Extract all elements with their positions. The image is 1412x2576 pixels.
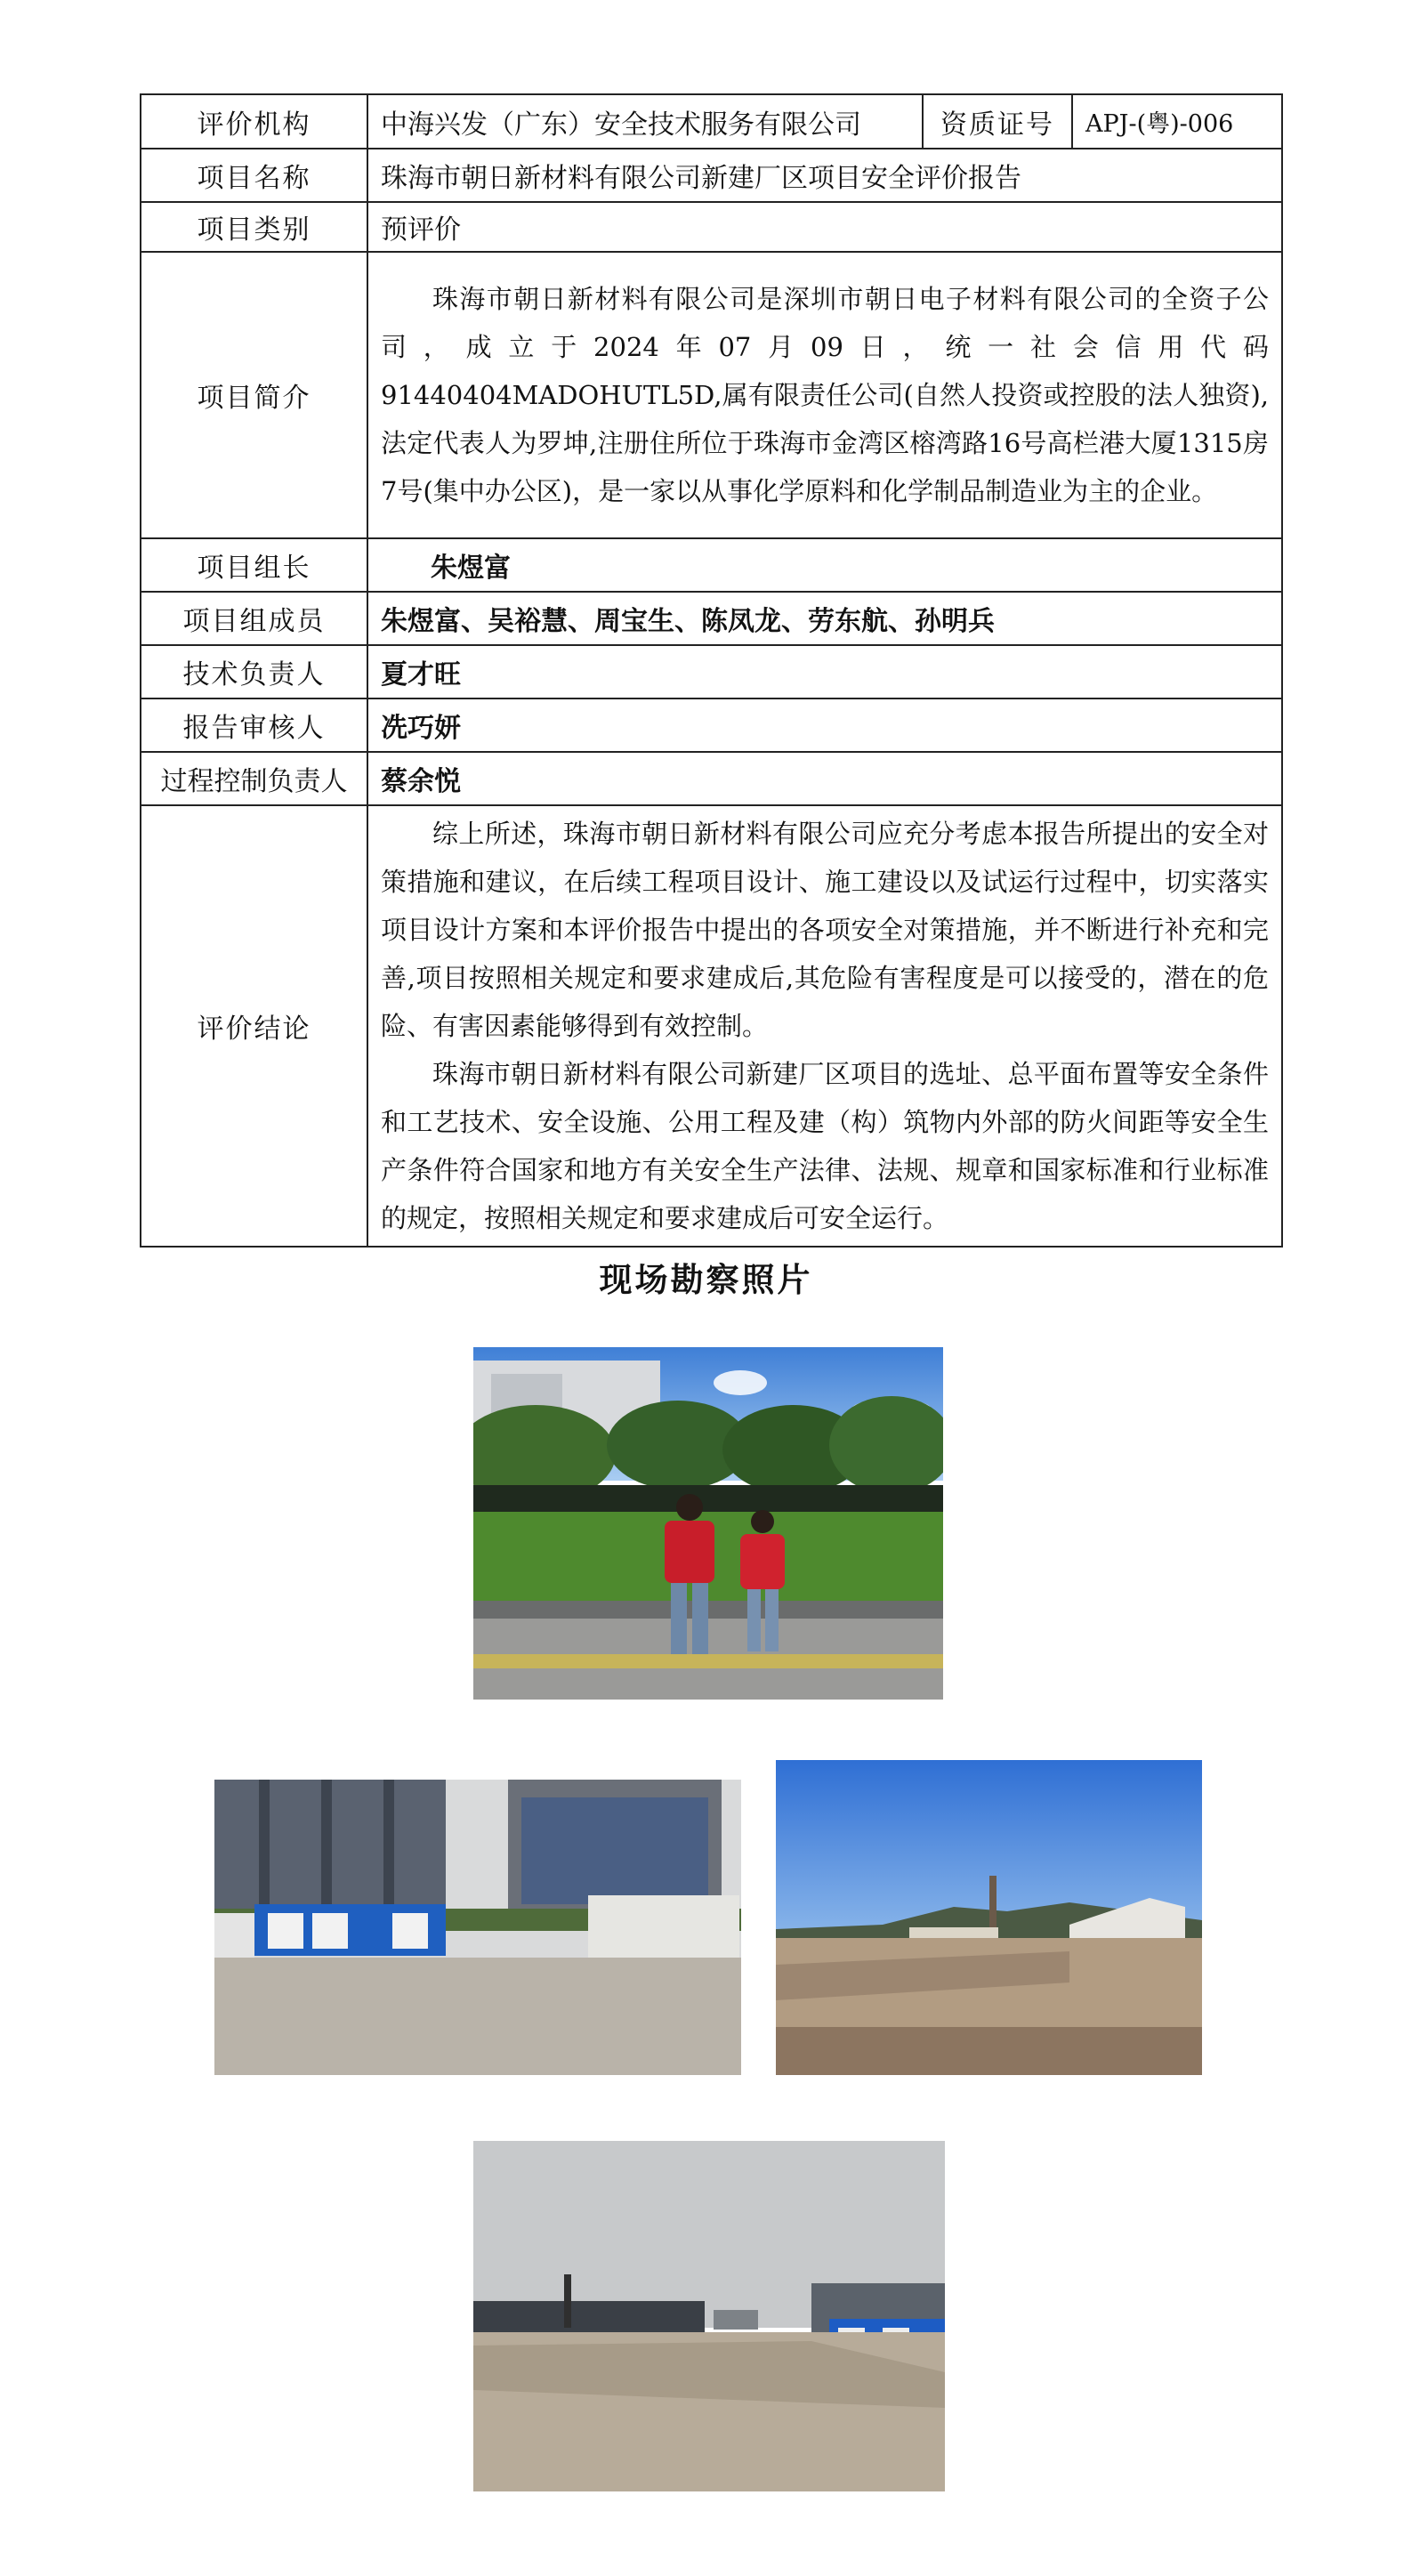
intro-cell bbox=[367, 252, 1282, 538]
intro-paragraph: 珠海市朝日新材料有限公司是深圳市朝日电子材料有限公司的全资子公司，成立于2024年07月09日，统一社会信用代码91440404MADOHUTL5D,属有限责任公司(自然人投资或控股的法人独资),法定代表人为罗坤,注册住所位于珠海市金湾区榕湾路16号高栏港大厦1315房7号(集中办公区)，是一家以从事化学原料和化学制品制造业为主的企业。 bbox=[381, 284, 1269, 506]
row-intro bbox=[141, 252, 1282, 538]
type-value: 预评价 bbox=[367, 202, 1282, 252]
row-conclusion bbox=[141, 805, 1282, 1247]
org-label: 评价机构 bbox=[141, 94, 367, 149]
leader-value: 朱煜富 bbox=[367, 538, 1282, 592]
row-reviewer bbox=[141, 699, 1282, 752]
intro-label: 项目简介 bbox=[141, 252, 367, 538]
cert-label: 资质证号 bbox=[923, 94, 1072, 149]
row-type bbox=[141, 202, 1282, 252]
site-photo-yard bbox=[473, 2141, 945, 2491]
project-info-table bbox=[140, 93, 1283, 1248]
reviewer-value: 冼巧妍 bbox=[367, 699, 1282, 752]
reviewer-label: 报告审核人 bbox=[141, 699, 367, 752]
process-label: 过程控制负责人 bbox=[141, 752, 367, 805]
leader-label: 项目组长 bbox=[141, 538, 367, 592]
members-label: 项目组成员 bbox=[141, 592, 367, 645]
row-org bbox=[141, 94, 1282, 149]
row-name bbox=[141, 149, 1282, 202]
members-value: 朱煜富、吴裕慧、周宝生、陈凤龙、劳东航、孙明兵 bbox=[367, 592, 1282, 645]
type-label: 项目类别 bbox=[141, 202, 367, 252]
tech-label: 技术负责人 bbox=[141, 645, 367, 699]
site-photo-entrance bbox=[214, 1780, 741, 2075]
photos-title: 现场勘察照片 bbox=[599, 1261, 813, 1299]
row-members bbox=[141, 592, 1282, 645]
name-value: 珠海市朝日新材料有限公司新建厂区项目安全评价报告 bbox=[367, 149, 1282, 202]
conclusion-paragraph-1: 综上所述，珠海市朝日新材料有限公司应充分考虑本报告所提出的安全对策措施和建议，在后续工程项目设计、施工建设以及试运行过程中，切实落实项目设计方案和本评价报告中提出的各项安全对策措施，并不断进行补充和完善,项目按照相关规定和要求建成后,其危险有害程度是可以接受的，潜在的危险、有害因素能够得到有效控制。 bbox=[381, 819, 1269, 1041]
row-leader bbox=[141, 538, 1282, 592]
tech-value: 夏才旺 bbox=[367, 645, 1282, 699]
cert-value: APJ-(粤)-006 bbox=[1072, 94, 1282, 149]
conclusion-cell bbox=[367, 805, 1282, 1247]
conclusion-label: 评价结论 bbox=[141, 805, 367, 1247]
conclusion-paragraph-2: 珠海市朝日新材料有限公司新建厂区项目的选址、总平面布置等安全条件和工艺技术、安全设施、公用工程及建（构）筑物内外部的防火间距等安全生产条件符合国家和地方有关安全生产法律、法规、规章和国家标准和行业标准的规定，按照相关规定和要求建成后可安全运行。 bbox=[381, 1059, 1269, 1233]
row-process bbox=[141, 752, 1282, 805]
site-photo-staff bbox=[473, 1347, 943, 1700]
site-photo-lot bbox=[776, 1760, 1202, 2075]
process-value: 蔡余悦 bbox=[367, 752, 1282, 805]
org-value: 中海兴发（广东）安全技术服务有限公司 bbox=[367, 94, 923, 149]
row-tech bbox=[141, 645, 1282, 699]
name-label: 项目名称 bbox=[141, 149, 367, 202]
